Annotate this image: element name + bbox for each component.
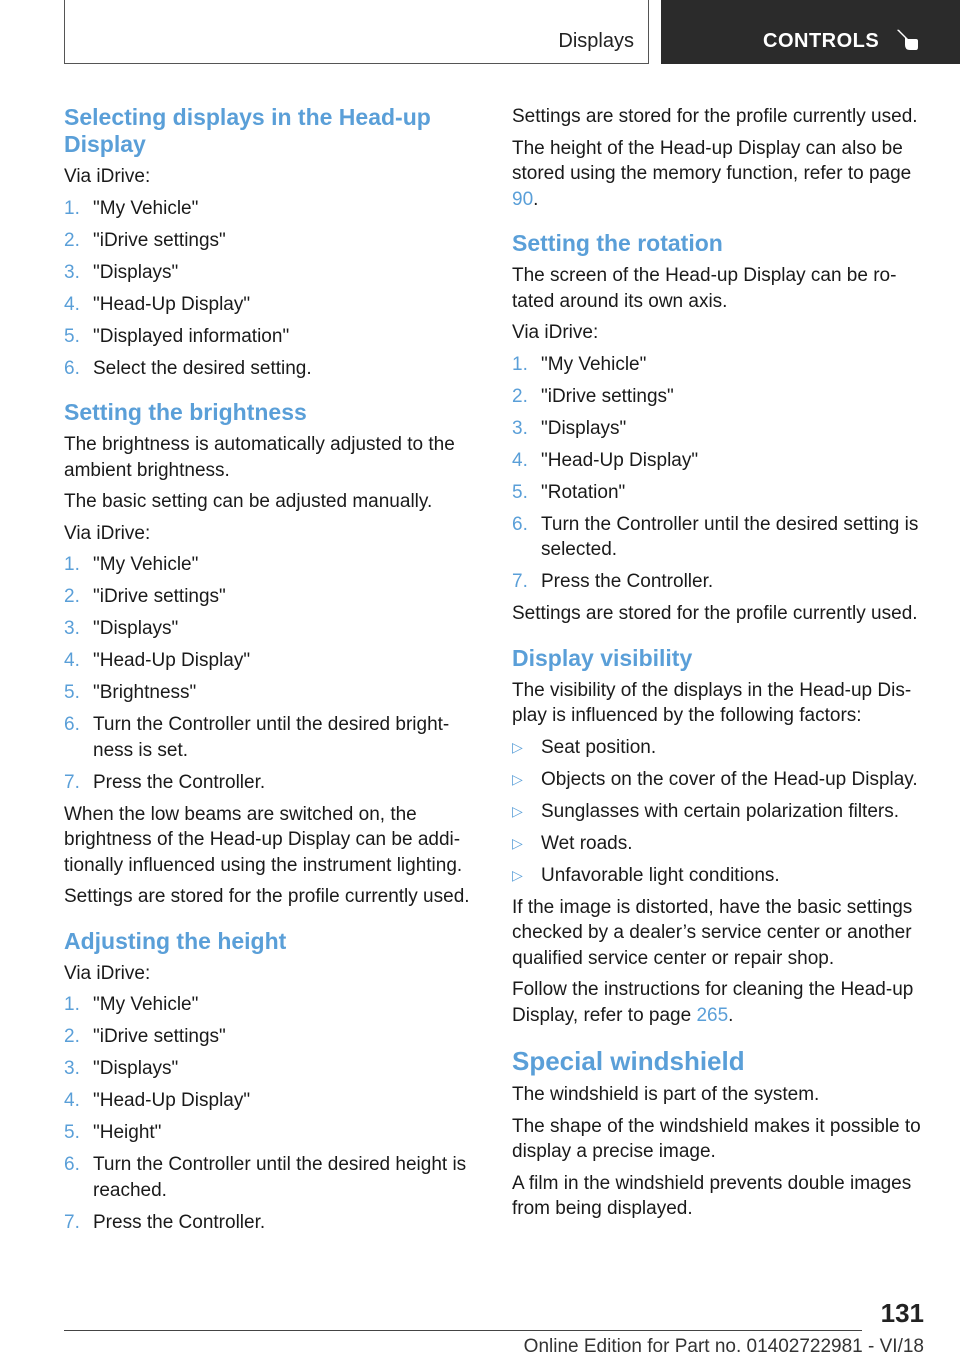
page-link[interactable]: 265 (696, 1004, 729, 1026)
paragraph: When the low beams are switched on, the brightness of the Head-up Display can be addi‐tionally influenced using the instrument lighting. (64, 803, 463, 876)
list-item: 4. "Head-Up Display" (64, 650, 251, 671)
via-text: Via iDrive: (64, 522, 151, 544)
right-column (512, 104, 927, 1228)
header-section-title: Displays (558, 30, 634, 52)
list-item: 7. Press the Controller. (512, 571, 714, 592)
page-number: 131 (880, 1298, 924, 1328)
steps-list (64, 552, 479, 795)
via-text: Via iDrive: (64, 962, 151, 984)
list-item: 1. "My Vehicle" (64, 197, 199, 219)
paragraph: The shape of the windshield makes it possible to display a precise image. (512, 1115, 921, 1162)
footer-divider (64, 1330, 862, 1331)
paragraph: The windshield is part of the system. (512, 1084, 820, 1105)
steps-list (64, 196, 479, 382)
list-item: 4. "Head-Up Display" (64, 293, 251, 315)
list-item: 3. "Displays" (64, 261, 179, 283)
paragraph: Settings are stored for the profile currently used. (64, 886, 470, 907)
list-item: ▷ Seat position. (512, 735, 927, 761)
section-title: Special windshield (512, 1046, 745, 1076)
paragraph: Settings are stored for the profile currently used. (512, 603, 918, 624)
list-item: 6. Turn the Controller until the desired height is reached. (64, 1154, 467, 1201)
section-title: Adjusting the height (64, 927, 287, 954)
header-section-box (64, 0, 649, 64)
list-item: 3. "Displays" (512, 417, 627, 439)
list-item: 6. Turn the Controller until the desired setting is selected. (512, 513, 919, 560)
section-title: Setting the brightness (64, 399, 307, 425)
steps-list (64, 992, 479, 1235)
list-item: 2. "iDrive settings" (512, 385, 674, 407)
list-item: 4. "Head-Up Display" (64, 1090, 251, 1111)
list-item: ▷ Unfavorable light conditions. (512, 863, 927, 889)
triangle-bullet-icon: ▷ (512, 866, 523, 883)
list-item: 2. "iDrive settings" (64, 229, 226, 251)
header-chapter-title: CONTROLS (763, 30, 880, 52)
list-item: ▷ Sunglasses with certain polarization filters. (512, 799, 927, 825)
list-item: ▷ Objects on the cover of the Head-up Display. (512, 767, 927, 793)
list-item: 3. "Displays" (64, 1058, 179, 1079)
triangle-bullet-icon: ▷ (512, 802, 523, 819)
paragraph: The visibility of the displays in the Head-up Dis‐play is influenced by the following factors: (512, 679, 912, 726)
bullet-list (512, 735, 927, 889)
section-title: Setting the rotation (512, 230, 723, 256)
list-item: 1. "My Vehicle" (64, 554, 199, 575)
steps-list (512, 352, 927, 595)
list-item: 2. "iDrive settings" (64, 1026, 226, 1047)
paragraph: If the image is distorted, have the basic settings checked by a dealer’s service center or another qualified service center or repair shop. (512, 896, 913, 969)
paragraph: The height of the Head-up Display can also be stored using the memory function, refer to page 90. (512, 137, 912, 210)
via-text: Via iDrive: (64, 166, 151, 187)
paragraph: A film in the windshield prevents double images from being displayed. (512, 1172, 912, 1219)
list-item: 1. "My Vehicle" (64, 994, 199, 1015)
list-item: 5. "Displayed information" (64, 325, 290, 347)
header-chapter-box (661, 0, 960, 64)
page-link[interactable]: 90 (512, 188, 534, 210)
section-title: Selecting displays in the Head-up Display (64, 104, 431, 157)
list-item: 7. Press the Controller. (64, 771, 266, 793)
list-item: 6. Turn the Controller until the desired bright‐ness is set. (64, 714, 450, 761)
list-item: 1. "My Vehicle" (512, 353, 647, 375)
list-item: ▷ Wet roads. (512, 831, 927, 857)
paragraph: The brightness is automatically adjusted to the ambient brightness. (64, 434, 455, 481)
pointing-hand-icon (894, 27, 920, 53)
list-item: 7. Press the Controller. (64, 1211, 266, 1233)
paragraph: Settings are stored for the profile currently used. (512, 106, 918, 127)
paragraph: Follow the instructions for cleaning the Head-up Display, refer to page 265. (512, 979, 914, 1026)
list-item: 5. "Rotation" (512, 481, 626, 503)
triangle-bullet-icon: ▷ (512, 770, 523, 787)
triangle-bullet-icon: ▷ (512, 834, 523, 851)
paragraph: The basic setting can be adjusted manually. (64, 491, 433, 512)
left-column (64, 104, 479, 1242)
paragraph: The screen of the Head-up Display can be ro‐tated around its own axis. (512, 265, 897, 312)
list-item: 3. "Displays" (64, 618, 179, 639)
triangle-bullet-icon: ▷ (512, 738, 523, 755)
via-text: Via iDrive: (512, 322, 599, 343)
list-item: 4. "Head-Up Display" (512, 449, 699, 471)
list-item: 6. Select the desired setting. (64, 357, 312, 379)
section-title: Display visibility (512, 644, 693, 671)
list-item: 2. "iDrive settings" (64, 586, 226, 607)
list-item: 5. "Height" (64, 1122, 162, 1143)
list-item: 5. "Brightness" (64, 682, 197, 703)
footer-text: Online Edition for Part no. 01402722981 - VI/18 (523, 1336, 924, 1357)
